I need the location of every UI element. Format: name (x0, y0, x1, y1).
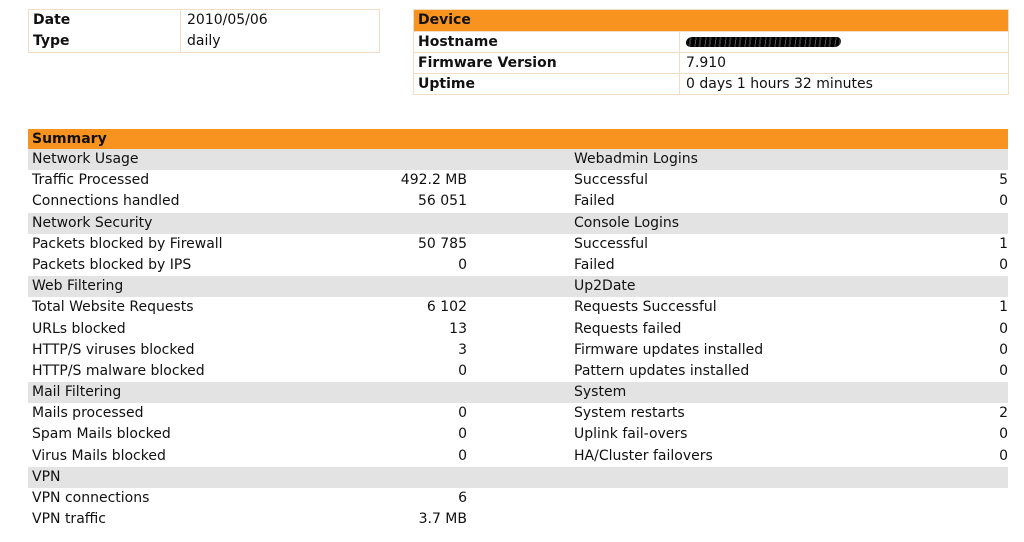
summary-row (28, 403, 1008, 424)
summary-left-value: 56 051 (418, 193, 467, 210)
summary-left-value: 492.2 MB (400, 172, 467, 189)
hostname-label: Hostname (414, 32, 680, 52)
summary-header: Summary (28, 129, 1008, 149)
summary-left-value: 0 (458, 426, 467, 443)
summary-left-value (372, 467, 467, 488)
summary-right-cell (568, 319, 1008, 340)
summary-right-label: Successful (574, 235, 649, 252)
summary-right-label: Console Logins (574, 214, 680, 231)
summary-left-label: Web Filtering (32, 278, 124, 295)
summary-left-cell (28, 319, 568, 340)
summary-right-label: System (574, 384, 627, 401)
summary-left-cell (28, 191, 568, 212)
summary-left-cell (28, 149, 568, 170)
summary-right-cell (568, 467, 1008, 488)
summary-right-value: 5 (999, 172, 1008, 189)
summary-row (28, 170, 1008, 191)
hostname-row (414, 31, 1008, 52)
firmware-row (414, 52, 1008, 73)
uptime-value: 0 days 1 hours 32 minutes (686, 76, 873, 92)
firmware-value: 7.910 (686, 55, 727, 71)
summary-left-label: Network Usage (32, 151, 139, 167)
summary-left-label: Connections handled (32, 193, 180, 210)
summary-left-label: Network Security (32, 214, 153, 231)
summary-left-cell (28, 446, 568, 467)
summary-left-value (372, 213, 467, 234)
summary-left-cell (28, 255, 568, 276)
summary-right-cell (568, 234, 1008, 255)
summary-right-cell (568, 255, 1008, 276)
summary-left-label: VPN traffic (32, 511, 106, 528)
summary-left-label: Traffic Processed (32, 172, 150, 189)
summary-right-value (954, 213, 1008, 234)
summary-right-cell (568, 213, 1008, 234)
summary-left-label: URLs blocked (32, 320, 126, 337)
type-value: daily (187, 33, 221, 49)
summary-right-value (954, 488, 1008, 509)
summary-left-label: VPN connections (32, 490, 150, 506)
summary-left-cell (28, 276, 568, 297)
summary-right-value (954, 276, 1008, 297)
summary-left-cell (28, 361, 568, 382)
summary-right-label: Failed (574, 193, 615, 210)
summary-left-label: Packets blocked by IPS (32, 256, 192, 273)
summary-left-label: HTTP/S malware blocked (32, 362, 205, 379)
summary-right-label: System restarts (574, 405, 685, 422)
hostname-value-redacted (680, 32, 841, 52)
summary-section-row (28, 467, 1008, 488)
summary-row (28, 488, 1008, 509)
summary-right-cell (568, 382, 1008, 403)
summary-right-value (954, 467, 1008, 488)
summary-left-cell (28, 234, 568, 255)
summary-right-value (954, 149, 1008, 170)
device-table (413, 9, 1009, 95)
summary-left-cell (28, 467, 568, 488)
date-value: 2010/05/06 (187, 12, 268, 28)
summary-right-value: 0 (999, 426, 1008, 443)
summary-right-value: 0 (999, 320, 1008, 337)
summary-right-label (568, 509, 954, 530)
summary-left-cell (28, 297, 568, 318)
summary-left-label: Virus Mails blocked (32, 447, 166, 464)
device-header: Device (414, 10, 1008, 31)
summary-left-value: 6 102 (426, 299, 467, 316)
summary-right-value (954, 382, 1008, 403)
summary-right-cell (568, 488, 1008, 509)
summary-right-cell (568, 340, 1008, 361)
summary-section-row (28, 213, 1008, 234)
summary-right-cell (568, 361, 1008, 382)
summary-row (28, 424, 1008, 445)
summary-row (28, 191, 1008, 212)
uptime-row (414, 73, 1008, 94)
firmware-label: Firmware Version (414, 53, 680, 73)
summary-right-value (954, 509, 1008, 530)
summary-left-value: 0 (458, 447, 467, 464)
uptime-label: Uptime (414, 74, 680, 94)
summary-right-value: 0 (999, 256, 1008, 273)
summary-right-label: Uplink fail-overs (574, 426, 688, 443)
summary-row (28, 255, 1008, 276)
summary-right-cell (568, 446, 1008, 467)
summary-row (28, 319, 1008, 340)
summary-rows (28, 149, 1008, 530)
summary-right-label: Requests failed (574, 320, 682, 337)
summary-right-value: 1 (999, 235, 1008, 252)
summary-right-cell (568, 149, 1008, 170)
summary-left-label: Mail Filtering (32, 384, 122, 401)
type-label: Type (29, 31, 181, 52)
summary-left-cell (28, 424, 568, 445)
summary-table (28, 129, 1008, 530)
summary-left-label: Packets blocked by Firewall (32, 235, 223, 252)
summary-right-cell (568, 276, 1008, 297)
date-label: Date (29, 10, 181, 31)
summary-left-label: Spam Mails blocked (32, 426, 171, 443)
type-row (29, 31, 379, 52)
report-meta-table (28, 9, 380, 53)
summary-right-value: 1 (999, 299, 1008, 316)
summary-left-cell (28, 488, 568, 509)
summary-left-value: 3.7 MB (418, 511, 467, 528)
summary-left-label: HTTP/S viruses blocked (32, 341, 195, 358)
summary-section-row (28, 276, 1008, 297)
summary-right-label: Failed (574, 256, 615, 273)
summary-right-value: 0 (999, 362, 1008, 379)
summary-right-cell (568, 424, 1008, 445)
summary-left-value: 50 785 (418, 235, 467, 252)
summary-left-value: 0 (458, 256, 467, 273)
summary-row (28, 446, 1008, 467)
summary-left-value: 3 (458, 341, 467, 358)
summary-right-label (568, 488, 954, 509)
summary-left-label: Mails processed (32, 405, 144, 422)
summary-row (28, 509, 1008, 530)
summary-left-value: 0 (458, 362, 467, 379)
summary-left-value: 6 (458, 490, 467, 506)
summary-left-cell (28, 340, 568, 361)
summary-section-row (28, 149, 1008, 170)
date-row (29, 10, 379, 31)
summary-left-value: 0 (458, 405, 467, 422)
summary-right-value: 2 (999, 405, 1008, 422)
summary-left-cell (28, 213, 568, 234)
summary-row (28, 234, 1008, 255)
summary-left-value (372, 149, 467, 170)
summary-right-value: 0 (999, 193, 1008, 210)
summary-section-row (28, 382, 1008, 403)
summary-left-cell (28, 382, 568, 403)
summary-right-label (568, 467, 954, 488)
summary-right-label: Pattern updates installed (574, 362, 750, 379)
summary-right-value: 0 (999, 447, 1008, 464)
summary-row (28, 340, 1008, 361)
summary-left-value: 13 (449, 320, 467, 337)
summary-right-label: Firmware updates installed (574, 341, 764, 358)
summary-right-label: Requests Successful (574, 299, 717, 316)
summary-right-cell (568, 509, 1008, 530)
summary-row (28, 297, 1008, 318)
summary-right-value: 0 (999, 341, 1008, 358)
summary-left-cell (28, 509, 568, 530)
redaction-scribble (685, 37, 841, 47)
summary-right-cell (568, 170, 1008, 191)
summary-row (28, 361, 1008, 382)
summary-left-value (372, 382, 467, 403)
summary-left-label: VPN (32, 468, 61, 485)
summary-left-cell (28, 403, 568, 424)
summary-left-cell (28, 170, 568, 191)
summary-right-label: Successful (574, 172, 649, 189)
summary-right-label: Up2Date (574, 278, 636, 295)
summary-right-label: Webadmin Logins (574, 151, 698, 167)
summary-right-label: HA/Cluster failovers (574, 447, 713, 464)
summary-left-label: Total Website Requests (32, 299, 194, 316)
summary-left-value (372, 276, 467, 297)
summary-right-cell (568, 191, 1008, 212)
summary-right-cell (568, 297, 1008, 318)
summary-right-cell (568, 403, 1008, 424)
